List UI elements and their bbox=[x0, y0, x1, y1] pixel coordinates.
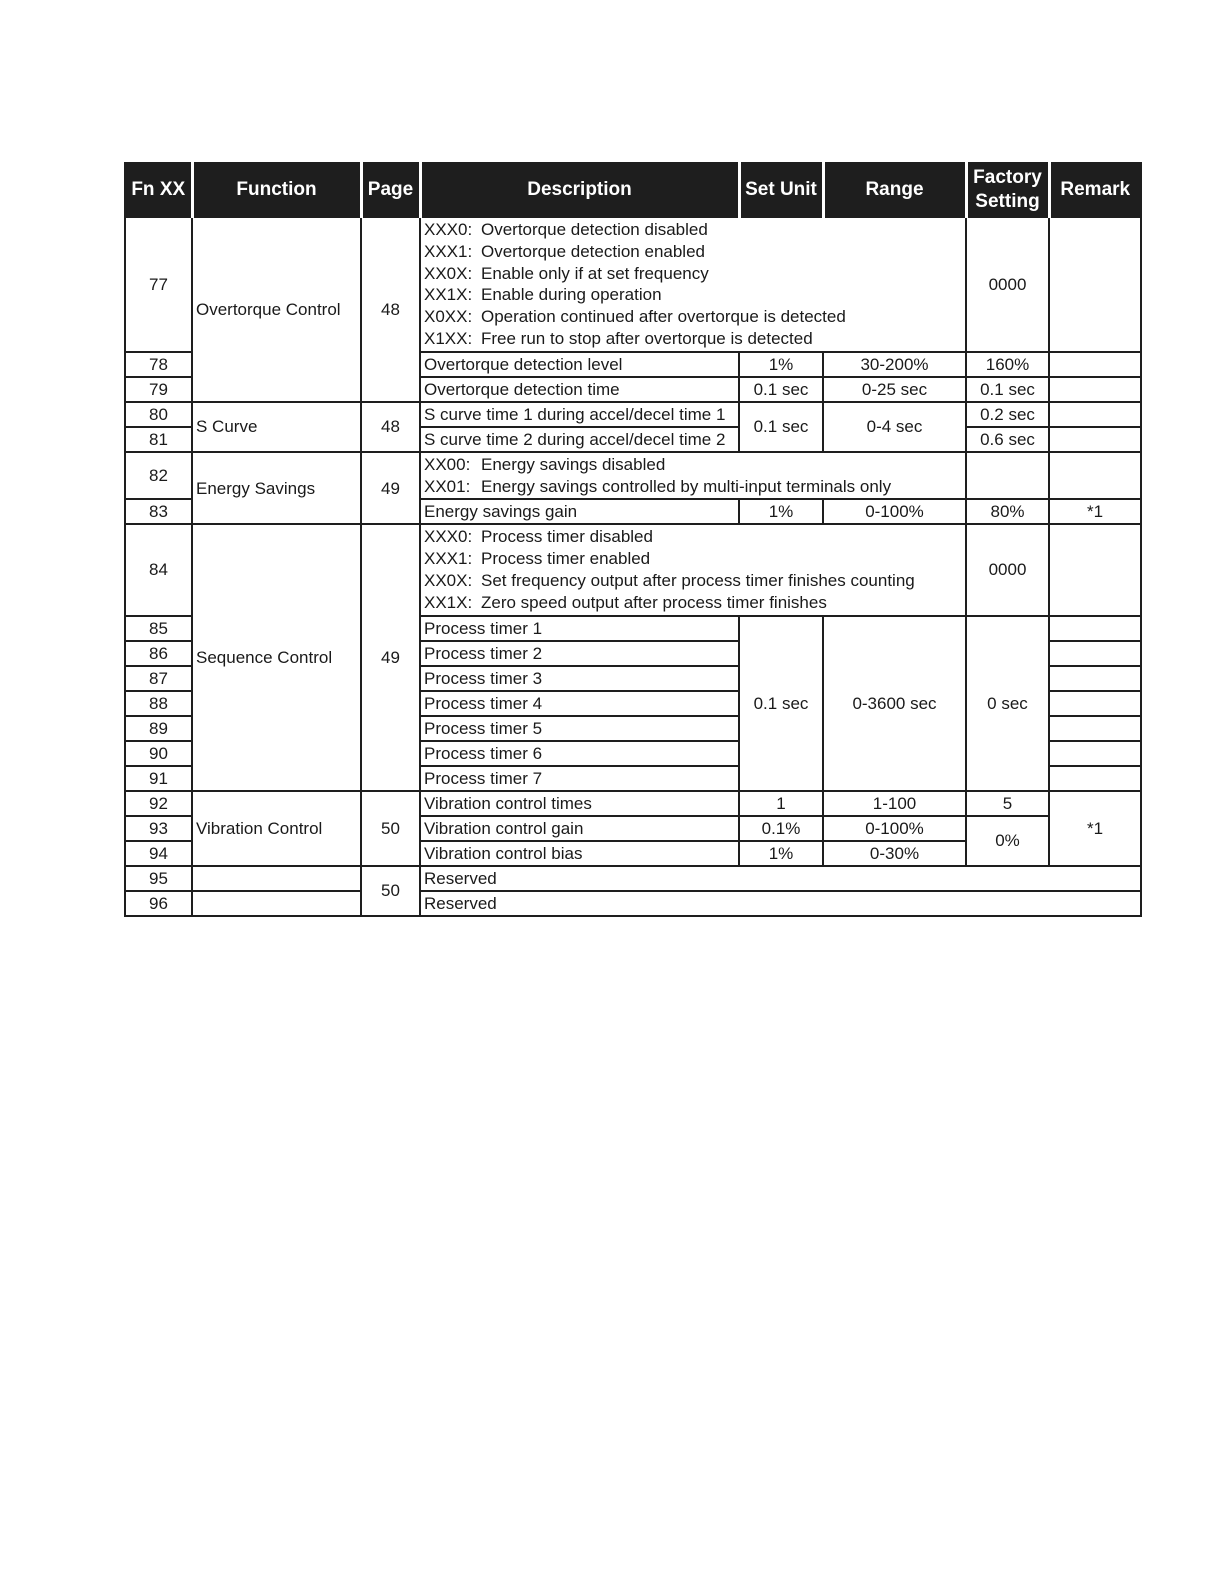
unit-cell: 1% bbox=[739, 841, 823, 866]
function-cell: S Curve bbox=[192, 402, 361, 452]
option-text: Process timer disabled bbox=[481, 527, 653, 547]
header-fn: Fn XX bbox=[125, 163, 192, 217]
option-code: XXX0: bbox=[424, 220, 473, 239]
remark-cell bbox=[1049, 452, 1141, 500]
header-set-unit: Set Unit bbox=[739, 163, 823, 217]
option-code: XX0X: bbox=[424, 570, 473, 590]
remark-cell: *1 bbox=[1049, 791, 1141, 866]
description-cell: Process timer 1 bbox=[420, 616, 739, 641]
description-cell: Process timer 3 bbox=[420, 666, 739, 691]
page-cell: 49 bbox=[361, 524, 420, 790]
remark-cell bbox=[1049, 427, 1141, 452]
remark-cell bbox=[1049, 217, 1141, 352]
header-remark: Remark bbox=[1049, 163, 1141, 217]
option-text: Enable only if at set frequency bbox=[481, 263, 709, 283]
description-cell: Vibration control bias bbox=[420, 841, 739, 866]
option-line bbox=[424, 454, 962, 476]
option-code: XX1X: bbox=[424, 592, 473, 612]
fn-cell: 94 bbox=[125, 841, 192, 866]
remark-cell bbox=[1049, 691, 1141, 716]
option-line bbox=[424, 592, 962, 614]
option-line bbox=[424, 306, 962, 328]
description-cell: Reserved bbox=[420, 866, 1141, 891]
option-line bbox=[424, 570, 962, 592]
description-cell: Process timer 4 bbox=[420, 691, 739, 716]
fn-cell: 89 bbox=[125, 716, 192, 741]
option-list bbox=[424, 454, 962, 498]
range-cell: 0-3600 sec bbox=[823, 616, 966, 791]
parameter-table-container bbox=[124, 162, 1140, 917]
fn-cell: 82 bbox=[125, 452, 192, 500]
description-cell: Process timer 7 bbox=[420, 766, 739, 791]
remark-cell bbox=[1049, 766, 1141, 791]
description-cell bbox=[420, 452, 966, 500]
description-cell: Overtorque detection level bbox=[420, 352, 739, 377]
unit-cell: 0.1 sec bbox=[739, 402, 823, 452]
remark-cell bbox=[1049, 641, 1141, 666]
unit-cell: 0.1 sec bbox=[739, 616, 823, 791]
table-row bbox=[125, 891, 1141, 916]
range-cell: 0-4 sec bbox=[823, 402, 966, 452]
description-cell: S curve time 2 during accel/decel time 2 bbox=[420, 427, 739, 452]
fn-cell: 86 bbox=[125, 641, 192, 666]
option-line bbox=[424, 219, 962, 241]
unit-cell: 1 bbox=[739, 791, 823, 816]
option-code: X0XX: bbox=[424, 307, 473, 327]
unit-cell: 0.1 sec bbox=[739, 377, 823, 402]
option-code: XX0X: bbox=[424, 263, 473, 283]
header-factory-line2: Setting bbox=[975, 191, 1040, 212]
option-list bbox=[424, 526, 962, 613]
range-cell: 1-100 bbox=[823, 791, 966, 816]
description-cell: Energy savings gain bbox=[420, 499, 739, 524]
page-cell: 48 bbox=[361, 217, 420, 402]
fn-cell: 88 bbox=[125, 691, 192, 716]
function-cell bbox=[192, 891, 361, 916]
description-cell: S curve time 1 during accel/decel time 1 bbox=[420, 402, 739, 427]
fn-cell: 93 bbox=[125, 816, 192, 841]
option-code: XX00: bbox=[424, 454, 471, 474]
remark-cell bbox=[1049, 616, 1141, 641]
description-cell bbox=[420, 524, 966, 615]
fn-cell: 77 bbox=[125, 217, 192, 352]
factory-cell bbox=[966, 452, 1049, 500]
description-cell: Reserved bbox=[420, 891, 1141, 916]
fn-cell: 91 bbox=[125, 766, 192, 791]
option-line bbox=[424, 526, 962, 548]
description-cell bbox=[420, 217, 966, 352]
remark-cell bbox=[1049, 716, 1141, 741]
range-cell: 0-100% bbox=[823, 816, 966, 841]
option-text: Zero speed output after process timer finishes bbox=[481, 592, 827, 612]
header-page: Page bbox=[361, 163, 420, 217]
option-text: Overtorque detection enabled bbox=[481, 241, 705, 261]
description-cell: Process timer 2 bbox=[420, 641, 739, 666]
table-row bbox=[125, 524, 1141, 615]
factory-cell: 5 bbox=[966, 791, 1049, 816]
factory-cell: 0.2 sec bbox=[966, 402, 1049, 427]
factory-cell: 0000 bbox=[966, 524, 1049, 615]
table-row bbox=[125, 402, 1141, 427]
fn-cell: 79 bbox=[125, 377, 192, 402]
option-line bbox=[424, 241, 962, 263]
option-code: XXX0: bbox=[424, 527, 473, 547]
option-line bbox=[424, 548, 962, 570]
header-range: Range bbox=[823, 163, 966, 217]
fn-cell: 78 bbox=[125, 352, 192, 377]
unit-cell: 1% bbox=[739, 499, 823, 524]
factory-cell: 160% bbox=[966, 352, 1049, 377]
header-description: Description bbox=[420, 163, 739, 217]
fn-cell: 80 bbox=[125, 402, 192, 427]
option-code: XX1X: bbox=[424, 285, 473, 305]
option-line bbox=[424, 328, 962, 350]
option-code: X1XX: bbox=[424, 328, 473, 348]
table-row bbox=[125, 866, 1141, 891]
page-cell: 50 bbox=[361, 866, 420, 916]
fn-cell: 95 bbox=[125, 866, 192, 891]
fn-cell: 87 bbox=[125, 666, 192, 691]
table-row bbox=[125, 452, 1141, 500]
option-text: Set frequency output after process timer finishes counting bbox=[481, 570, 915, 590]
fn-cell: 90 bbox=[125, 741, 192, 766]
option-code: XXX1: bbox=[424, 241, 473, 261]
factory-cell: 0000 bbox=[966, 217, 1049, 352]
page-cell: 49 bbox=[361, 452, 420, 525]
unit-cell: 1% bbox=[739, 352, 823, 377]
fn-cell: 96 bbox=[125, 891, 192, 916]
option-text: Energy savings disabled bbox=[481, 454, 666, 474]
fn-cell: 83 bbox=[125, 499, 192, 524]
option-code: XX01: bbox=[424, 476, 471, 496]
description-cell: Vibration control gain bbox=[420, 816, 739, 841]
factory-cell: 80% bbox=[966, 499, 1049, 524]
option-line bbox=[424, 284, 962, 306]
fn-cell: 81 bbox=[125, 427, 192, 452]
function-cell: Sequence Control bbox=[192, 524, 361, 790]
description-cell: Process timer 5 bbox=[420, 716, 739, 741]
function-cell: Overtorque Control bbox=[192, 217, 361, 402]
fn-cell: 92 bbox=[125, 791, 192, 816]
remark-cell bbox=[1049, 741, 1141, 766]
range-cell: 0-100% bbox=[823, 499, 966, 524]
option-text: Process timer enabled bbox=[481, 549, 651, 569]
option-list bbox=[424, 219, 962, 350]
header-function: Function bbox=[192, 163, 361, 217]
function-cell: Energy Savings bbox=[192, 452, 361, 525]
option-line bbox=[424, 263, 962, 285]
factory-cell: 0% bbox=[966, 816, 1049, 866]
option-code: XXX1: bbox=[424, 549, 473, 569]
description-cell: Vibration control times bbox=[420, 791, 739, 816]
factory-cell: 0.1 sec bbox=[966, 377, 1049, 402]
option-text: Energy savings controlled by multi-input terminals only bbox=[481, 476, 892, 496]
range-cell: 0-30% bbox=[823, 841, 966, 866]
unit-cell: 0.1% bbox=[739, 816, 823, 841]
header-factory-line1: Factory bbox=[973, 167, 1042, 188]
remark-cell bbox=[1049, 524, 1141, 615]
page-cell: 48 bbox=[361, 402, 420, 452]
option-text: Free run to stop after overtorque is detected bbox=[481, 328, 813, 348]
remark-cell bbox=[1049, 402, 1141, 427]
table-row bbox=[125, 791, 1141, 816]
range-cell: 30-200% bbox=[823, 352, 966, 377]
function-cell bbox=[192, 866, 361, 891]
page-cell: 50 bbox=[361, 791, 420, 866]
option-text: Enable during operation bbox=[481, 285, 662, 305]
factory-cell: 0.6 sec bbox=[966, 427, 1049, 452]
table-row bbox=[125, 217, 1141, 352]
factory-cell: 0 sec bbox=[966, 616, 1049, 791]
header-row bbox=[125, 163, 1141, 217]
remark-cell bbox=[1049, 666, 1141, 691]
fn-cell: 85 bbox=[125, 616, 192, 641]
description-cell: Process timer 6 bbox=[420, 741, 739, 766]
remark-cell: *1 bbox=[1049, 499, 1141, 524]
option-text: Overtorque detection disabled bbox=[481, 220, 708, 239]
fn-cell: 84 bbox=[125, 524, 192, 615]
function-cell: Vibration Control bbox=[192, 791, 361, 866]
range-cell: 0-25 sec bbox=[823, 377, 966, 402]
remark-cell bbox=[1049, 377, 1141, 402]
option-line bbox=[424, 476, 962, 498]
description-cell: Overtorque detection time bbox=[420, 377, 739, 402]
parameter-table bbox=[124, 162, 1142, 917]
option-text: Operation continued after overtorque is detected bbox=[481, 307, 846, 327]
header-factory-setting bbox=[966, 163, 1049, 217]
remark-cell bbox=[1049, 352, 1141, 377]
